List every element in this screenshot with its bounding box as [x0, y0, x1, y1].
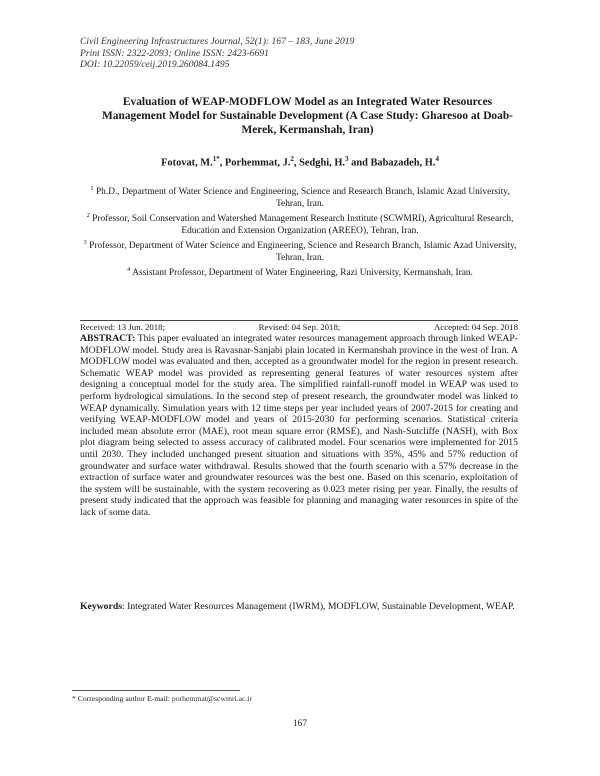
keywords: [80, 601, 518, 613]
author-list: [80, 155, 520, 168]
author-4-affil: 4: [435, 155, 439, 163]
affiliation-1-num: 1: [90, 185, 94, 192]
page-number: 167: [292, 719, 308, 729]
author-2-affil: 2: [290, 155, 294, 163]
paper-title: Evaluation of WEAP-MODFLOW Model as an Integrated Water Resources Management Model for Sustainable Development (A Case Study: Gharesoo at Doab-Merek, Kermanshah, Iran): [102, 96, 513, 136]
affiliation-3-num: 3: [83, 239, 87, 247]
affiliation-4: [80, 264, 520, 279]
affiliation-2: [80, 210, 520, 237]
affiliation-1-text: Ph.D., Department of Water Science and Engineering, Science and Research Branch, Islamic Azad University, Tehran, Iran.: [95, 187, 510, 210]
affiliation-2-num: 2: [86, 212, 90, 220]
author-1: Fotovat, M.: [161, 157, 213, 169]
abstract-text: This paper evaluated an integrated water resources management approach through linked WEAP-MODFLOW model. Study area is Ravasnar-Sanjabi plain located in Kermanshah province in the west of Iran. A MODFLOW model was evaluated and then, accepted as a groundwater model for the region in present research. Schematic WEAP model was provided as representing general features of water resources system after designing a conceptual model for the study area. The simplified rainfall-runoff model in WEAP was used to perform hydrological simulations. In the second step of present research, the groundwater model was linked to WEAP dynamically. Simulation years with 12 time steps per year included years of 2007-2015 for creating and verifying WEAP-MODFLOW model and years of 2015-2030 for performing scenarios. Statistical criteria included mean absolute error (MAE), root mean square error (RMSE), and Nash-Sutcliffe (NASH), with Box plot diagram being selected to assess accuracy of calibrated model. Four scenarios were implemented for 2015 until 2030. They included unchanged present situation and situations with 35%, 45% and 57% reduction of groundwater and surface water withdrawal. Results showed that the fourth scenario with a 57% decrease in the extraction of surface water and groundwater resources was the best one. Based on this scenario, exploitation of the system will be sustainable, with the system recovering as 0.023 meter rising per year. Finally, the results of present study indicated that the approach was feasible for planning and managing water resources in spite of the lack of some data.: [80, 333, 518, 518]
affiliation-2-text: Professor, Soil Conservation and Watershed Management Research Institute (SCWMRI), Agricultural Research, Education and Extension Organization (AREEO), Tehran, Iran.: [92, 214, 514, 237]
affiliations: [80, 183, 520, 280]
author-2: , Porhemmat, J.: [219, 157, 291, 169]
author-email[interactable]: porhemmat@scwmri.ac.ir: [171, 694, 253, 703]
abstract: [80, 333, 518, 519]
footnote-label: * Corresponding author E-mail:: [72, 694, 172, 703]
abstract-label: ABSTRACT:: [80, 333, 136, 344]
author-1-affil: 1*: [212, 155, 220, 163]
affiliation-3-text: Professor, Department of Water Science and Engineering, Science and Research Branch, Islamic Azad University, Tehran, Iran.: [89, 241, 517, 264]
journal-header: [80, 36, 354, 71]
author-4: and Babazadeh, H.: [348, 157, 436, 169]
corresponding-author-footnote: [72, 694, 252, 703]
keywords-text: : Integrated Water Resources Management (IWRM), MODFLOW, Sustainable Development, WEAP.: [121, 601, 515, 612]
affiliation-4-text: Assistant Professor, Department of Water Engineering, Razi University, Kermanshah, Iran.: [132, 268, 473, 279]
affiliation-1: [80, 183, 520, 210]
author-3: , Sedghi, H.: [293, 157, 346, 169]
keywords-label: Keywords: [80, 601, 122, 612]
affiliation-4-num: 4: [127, 266, 131, 274]
journal-doi: DOI: 10.22059/ceij.2019.260084.1495: [80, 59, 230, 71]
journal-citation: Civil Engineering Infrastructures Journal, 52(1): 167 – 183, June 2019: [80, 36, 355, 47]
affiliation-3: [80, 237, 520, 264]
revised-date: Revised: 04 Sep. 2018;: [258, 322, 341, 332]
footnote-divider: [72, 690, 240, 691]
author-3-affil: 3: [345, 155, 349, 163]
submission-dates: [80, 320, 518, 332]
journal-issn: Print ISSN: 2322-2093; Online ISSN: 2423-6691: [80, 47, 269, 59]
accepted-date: Accepted: 04 Sep. 2018: [433, 322, 518, 332]
received-date: Received: 13 Jun. 2018;: [80, 322, 166, 332]
